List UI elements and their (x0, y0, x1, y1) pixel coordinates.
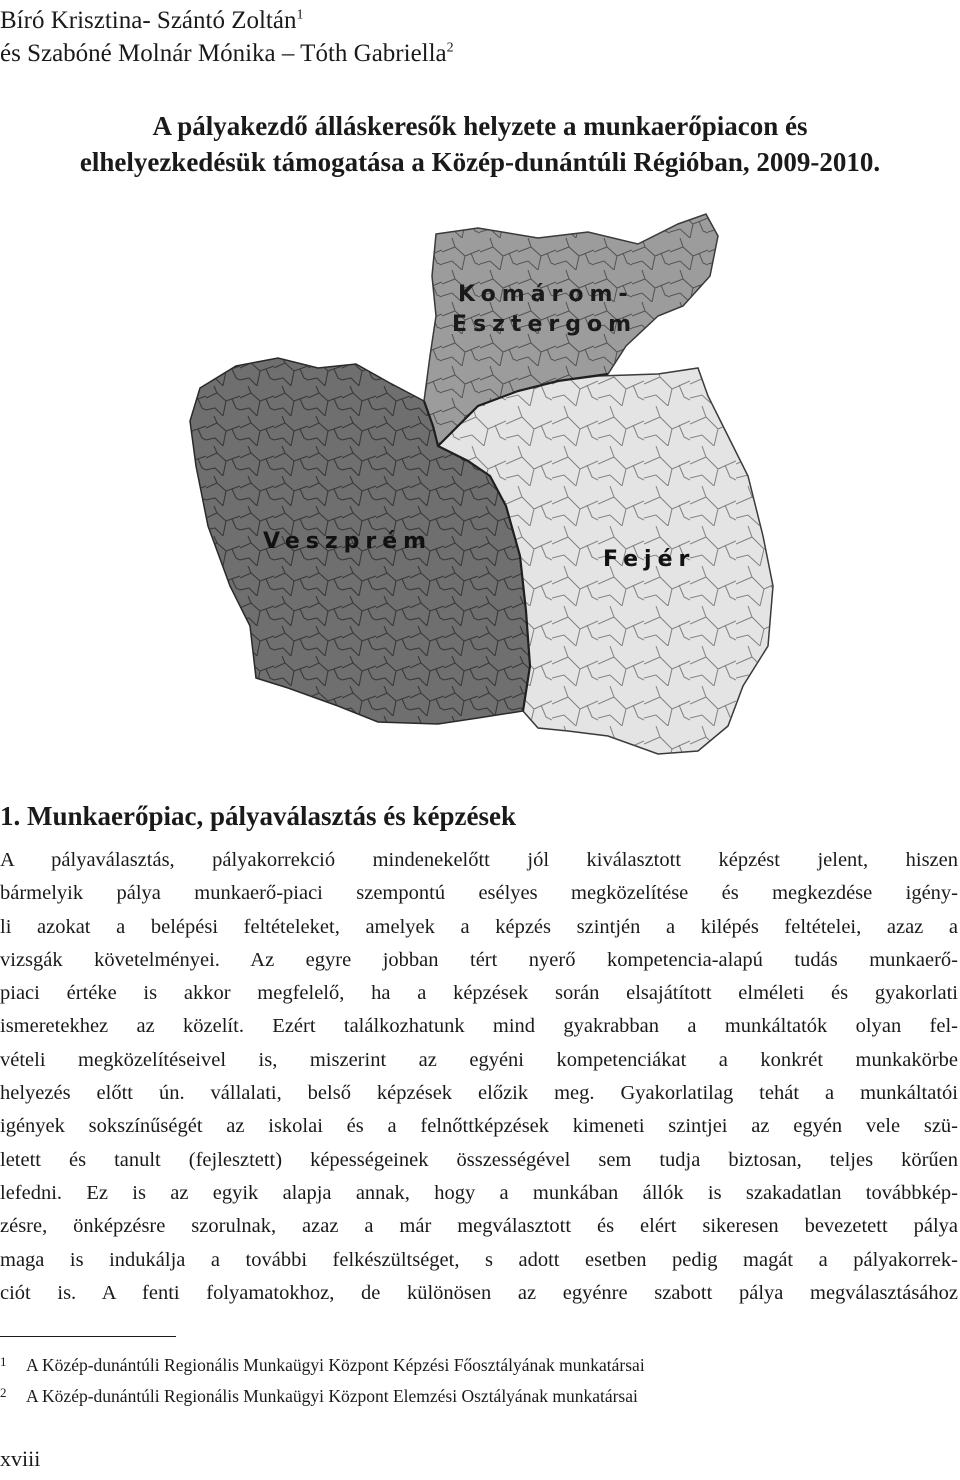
title-line-2: elhelyezkedésük támogatása a Közép-dunántúli Régióban, 2009-2010. (79, 147, 881, 177)
author-names-1: Bíró Krisztina- Szántó Zoltán (0, 7, 297, 34)
body-line: zésre, önképzésre szorulnak, azaz a már megválasztott és elért sikeresen bevezetett pálya (0, 1215, 958, 1238)
footnotes (0, 1348, 645, 1410)
body-line: A pályaválasztás, pályakorrekció mindenekelőtt jól kiválasztott képzést jelent, hiszen (0, 849, 958, 871)
footnote-mark-1[interactable]: 1 (296, 7, 304, 23)
footnote-1 (0, 1348, 645, 1379)
veszprem-label: Veszprém (263, 529, 433, 554)
footnote-text: A Közép-dunántúli Regionális Munkaügyi Központ Elemzési Osztályának munkatársai (26, 1386, 638, 1406)
authors-line-2 (0, 37, 454, 70)
title-line-1: A pályakezdő álláskeresők helyzete a munkaerőpiacon és (152, 111, 808, 141)
body-line: ismeretekhez az közelít. Ezért találkozhatunk mind gyakrabban a munkáltatók olyan fel- (0, 1015, 958, 1038)
body-line: bármelyik pálya munkaerő-piaci szempontú esélyes megközelítése és megkezdése igény- (0, 882, 958, 905)
authors-block (0, 4, 454, 70)
fejer-label: Fejér (603, 547, 696, 572)
body-line: maga is indukálja a további felkészültséget, s adott esetben pedig magát a pályakorrek- (0, 1248, 958, 1271)
footnote-rule (0, 1336, 176, 1337)
body-line: lefedni. Ez is az egyik alapja annak, hogy a munkában állók is szakadatlan továbbkép- (0, 1181, 958, 1204)
komarom-label-line-2: Esztergom (452, 312, 638, 337)
footnote-number: 2 (0, 1385, 7, 1400)
section-heading: 1. Munkaerőpiac, pályaválasztás és képzések (0, 801, 516, 831)
footnote-2 (0, 1379, 645, 1410)
body-line: li azokat a belépési feltételeket, amelyek a képzés szintjén a kilépés feltételei, azaz a (0, 915, 958, 938)
body-line: piaci értéke is akkor megfelelő, ha a képzések során elsajátított elméleti és gyakorlati (0, 982, 958, 1005)
body-line: helyezés előtt ún. vállalati, belső képzések előzik meg. Gyakorlatilag tehát a munkáltatói (0, 1082, 958, 1105)
footnote-number: 1 (0, 1354, 7, 1369)
authors-line-1 (0, 4, 454, 37)
footnote-text: A Közép-dunántúli Regionális Munkaügyi Központ Képzési Főosztályának munkatársai (26, 1355, 645, 1375)
author-names-2: és Szabóné Molnár Mónika – Tóth Gabriella (0, 40, 447, 67)
body-line: ciót is. A fenti folyamatokhoz, de különösen az egyénre szabott pálya megválasztásához (0, 1281, 958, 1304)
komarom-label-line-1: Komárom- (458, 282, 634, 307)
body-line: igények sokszínűségét az iskolai és a felnőttképzések kimeneti szintjei az egyén vele szü- (0, 1115, 958, 1138)
footnote-mark-2[interactable]: 2 (446, 40, 454, 56)
body-line: letett és tanult (fejlesztett) képességeinek összességével sem tudja biztosan, teljes körűen (0, 1148, 958, 1171)
page-number: xviii (0, 1446, 41, 1471)
body-paragraph (0, 844, 958, 1310)
body-line: vételi megközelítéseivel is, miszerint az egyéni kompetenciákat a konkrét munkakörbe (0, 1048, 958, 1071)
region-map (138, 206, 800, 782)
paper-title (0, 108, 960, 180)
body-line: vizsgák követelményei. Az egyre jobban tért nyerő kompetencia-alapú tudás munkaerő- (0, 948, 958, 971)
